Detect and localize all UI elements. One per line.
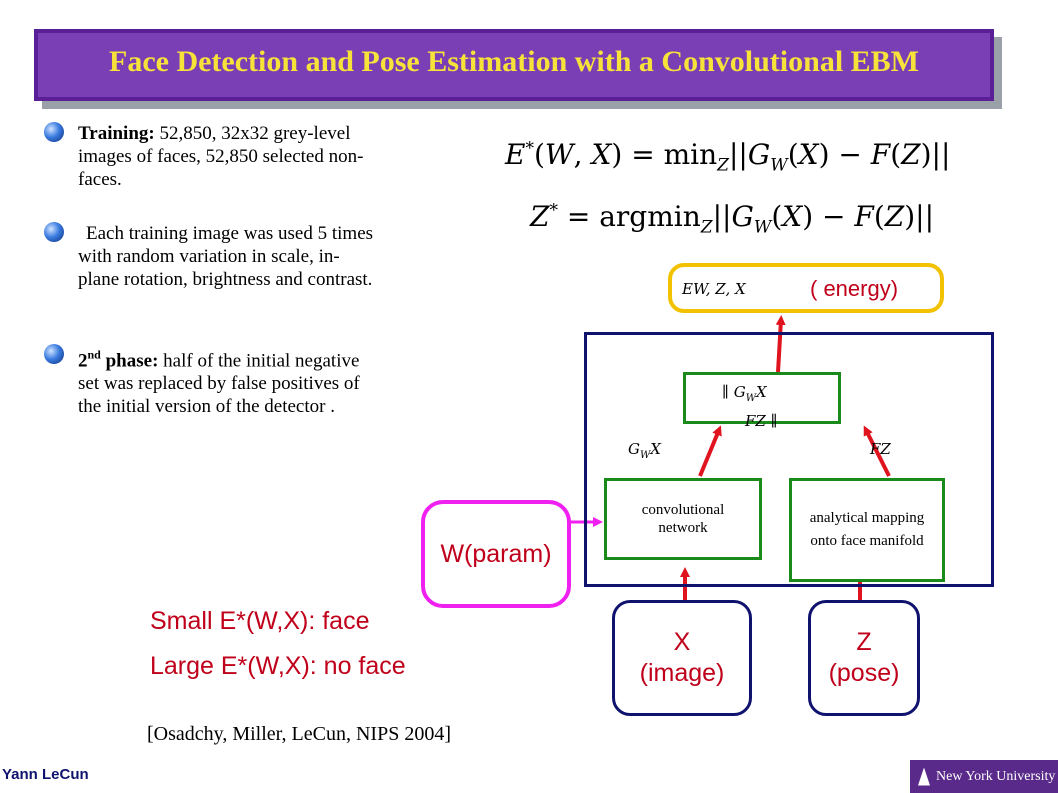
equation-energy: E*(W, $X) = \min_Z||G_W(X) - F(Z)||$ <box>505 138 951 176</box>
bullet-bold: 2 <box>78 350 88 372</box>
nyu-logo <box>910 760 1058 793</box>
bullet-text: half of the initial negative set was replaced by false positives of the initial version of the detector . <box>78 350 360 418</box>
bullet-bold-2: phase: <box>100 350 159 372</box>
x-input-box <box>612 600 752 716</box>
norm-line-1: ∥ $G_W⁣X⁣$ <box>722 383 767 404</box>
x-caption: (image) <box>639 659 725 687</box>
bullet-bold: Training: <box>78 123 155 144</box>
param-label: W(param) <box>440 539 552 568</box>
torch-icon <box>918 768 930 786</box>
equation-pose: $Z^* = argmin_Z||G_W(X) - F(Z)||$ <box>530 200 935 238</box>
result-small: Small E*(W,X): face <box>150 607 370 635</box>
analytic-mapping-label: analytical mapping onto face manifold <box>809 510 925 549</box>
analytic-mapping-box <box>789 478 945 582</box>
citation: [Osadchy, Miller, LeCun, NIPS 2004] <box>147 723 451 745</box>
param-box <box>421 500 571 608</box>
conv-network-label: convolutional network <box>641 502 725 536</box>
z-symbol: Z <box>856 628 872 656</box>
x-symbol: X <box>673 628 691 656</box>
author-footer: Yann LeCun <box>2 766 89 783</box>
norm-line-2: F⁣Z⁣ ∥ <box>745 412 778 430</box>
z-caption: (pose) <box>828 659 900 687</box>
fz-label: F⁣Z⁣ <box>870 440 891 458</box>
result-large: Large E*(W,X): no face <box>150 652 406 680</box>
z-input-box <box>808 600 920 716</box>
slide-title: Face Detection and Pose Estimation with a Convolutional EBM <box>109 45 919 78</box>
conv-network-box <box>604 478 762 560</box>
energy-label: E⁣W, Z, X⁣ <box>682 280 746 298</box>
bullet-superscript: nd <box>87 348 101 362</box>
nyu-logo-text: New York University <box>936 768 1056 784</box>
energy-suffix: ( energy) <box>810 276 899 301</box>
bullet-text: Each training image was used 5 times with random variation in scale, in-plane rotation, brightness and contrast. <box>78 223 374 290</box>
gw-label: $G_W⁣X⁣$ <box>628 440 661 461</box>
bullet-text: 52,850, 32x32 grey-level images of faces, 52,850 selected non-faces. <box>78 123 364 190</box>
